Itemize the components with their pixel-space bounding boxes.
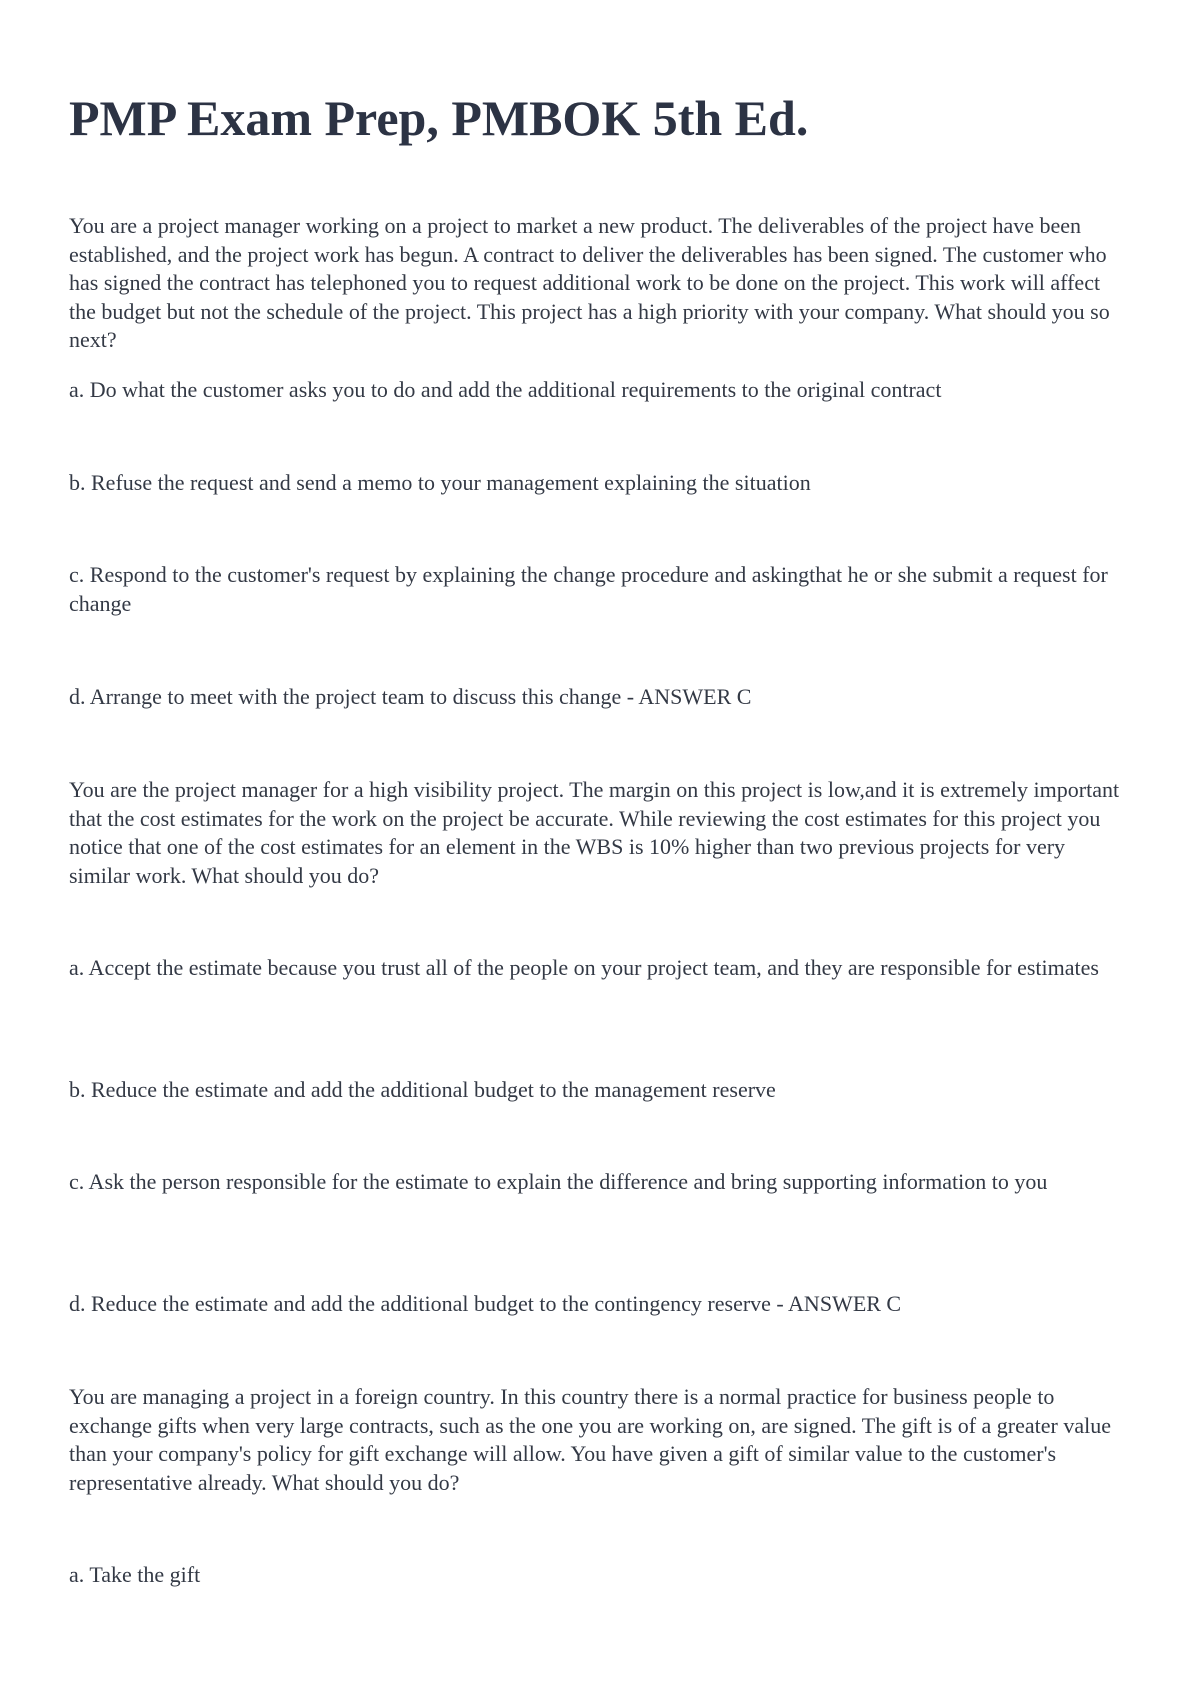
document-page bbox=[69, 88, 1129, 148]
question-3-stem: You are managing a project in a foreign country. In this country there is a normal practice for business people to exchange gifts when very large contracts, such as the one you are working on, are signed. The gift is of a greater value than your company's policy for gift exchange will allow. You have given a gift of similar value to the customer's representative already. What should you do? bbox=[69, 1384, 1111, 1495]
question-1-option-d: d. Arrange to meet with the project team to discuss this change - ANSWER C bbox=[69, 684, 752, 709]
question-2-option-d: d. Reduce the estimate and add the additional budget to the contingency reserve - ANSWER C bbox=[69, 1291, 902, 1316]
question-3-option-a: a. Take the gift bbox=[69, 1562, 201, 1587]
question-2-option-b: b. Reduce the estimate and add the additional budget to the management reserve bbox=[69, 1077, 776, 1102]
document-title: PMP Exam Prep, PMBOK 5th Ed. bbox=[69, 90, 809, 146]
question-2-option-c: c. Ask the person responsible for the estimate to explain the difference and bring supporting information to you bbox=[69, 1169, 1048, 1194]
question-1-option-c: c. Respond to the customer's request by explaining the change procedure and askingthat he or she submit a request for change bbox=[69, 562, 1108, 616]
question-2-option-a: a. Accept the estimate because you trust all of the people on your project team, and they are responsible for estimates bbox=[69, 955, 1099, 980]
question-1-option-a: a. Do what the customer asks you to do and add the additional requirements to the original contract bbox=[69, 377, 942, 402]
question-1-stem: You are a project manager working on a project to market a new product. The deliverables of the project have been established, and the project work has begun. A contract to deliver the deliverables has been signed. The customer who has signed the contract has telephoned you to request additional work to be done on the project. This work will affect the budget but not the schedule of the project. This project has a high priority with your company. What should you so next? bbox=[69, 213, 1110, 352]
question-2-stem: You are the project manager for a high visibility project. The margin on this project is low,and it is extremely important that the cost estimates for the work on the project be accurate. While reviewing the cost estimates for this project you notice that one of the cost estimates for an element in the WBS is 10% higher than two previous projects for very similar work. What should you do? bbox=[69, 777, 1120, 888]
question-1-option-b: b. Refuse the request and send a memo to your management explaining the situation bbox=[69, 470, 811, 495]
